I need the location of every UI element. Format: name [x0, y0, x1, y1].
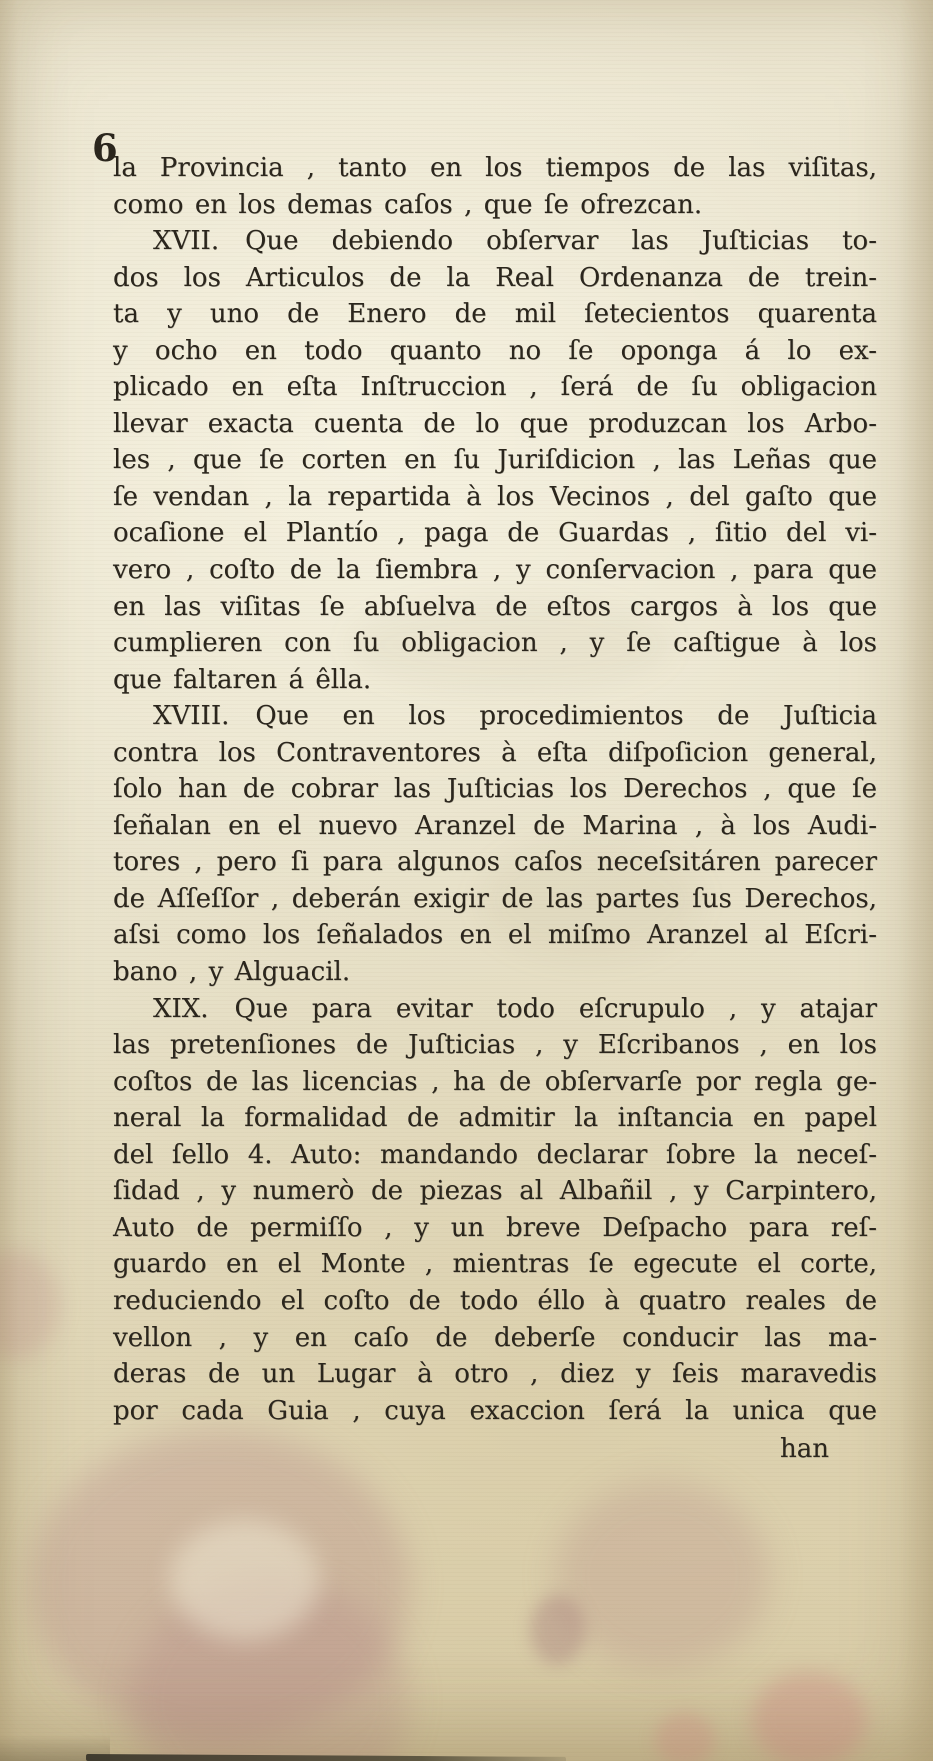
text-line: coſtos de las licencias , ha de obſervarſe por regla ge-: [113, 1066, 877, 1097]
text-block: [113, 150, 877, 1469]
foxing-stain: [555, 1480, 770, 1670]
page-right-edge-shade: [899, 0, 933, 1761]
text-line: vellon , y en caſo de deberſe conducir las ma-: [113, 1322, 877, 1353]
text-line: reduciendo el coſto de todo éllo à quatro reales de: [113, 1285, 877, 1316]
text-line: ta y uno de Enero de mil ſetecientos quarenta: [113, 299, 877, 330]
text-line: aſsi como los ſeñalados en el miſmo Aranzel al Eſcri-: [113, 920, 877, 951]
text-line: ſidad , y numerò de piezas al Albañil , y Carpintero,: [113, 1176, 877, 1207]
catchword: han: [780, 1434, 829, 1465]
foxing-stain: [752, 1672, 867, 1761]
text-line: ſolo han de cobrar las Juſticias los Derechos , que ſe: [113, 774, 877, 805]
text-line: tores , pero ſi para algunos caſos neceſsitáren parecer: [113, 847, 877, 878]
text-line: guardo en el Monte , mientras ſe egecute el corte,: [113, 1249, 877, 1280]
text-line: cumplieren con ſu obligacion , y ſe caſtigue à los: [113, 628, 877, 659]
text-line: y ocho en todo quanto no ſe oponga á lo ex-: [113, 335, 877, 366]
page-left-edge-shade: [0, 0, 18, 1761]
page-number: 6: [92, 126, 119, 170]
text-line: del ſello 4. Auto: mandando declarar ſobre la neceſ-: [113, 1139, 877, 1170]
text-line: XVIII. Que en los procedimientos de Juſticia: [153, 701, 877, 732]
text-line: de Aſſeſſor , deberán exigir de las partes ſus Derechos,: [113, 883, 877, 914]
text-line: contra los Contraventores à eſta diſpoſicion general,: [113, 737, 877, 768]
text-line: las pretenſiones de Juſticias , y Eſcribanos , en los: [113, 1030, 877, 1061]
text-line: plicado en eſta Inſtruccion , ſerá de ſu obligacion: [113, 372, 877, 403]
foxing-stain: [530, 1595, 585, 1665]
text-line: ſe vendan , la repartida à los Vecinos , del gaſto que: [113, 481, 877, 512]
text-line: Auto de permiſſo , y un breve Deſpacho para reſ-: [113, 1212, 877, 1243]
text-line: ocaſione el Plantío , paga de Guardas , ſitio del vi-: [113, 518, 877, 549]
text-line: les , que ſe corten en ſu Juriſdicion , las Leñas que: [113, 445, 877, 476]
text-line: neral la formalidad de admitir la inſtancia en papel: [113, 1103, 877, 1134]
foxing-stain: [655, 1712, 715, 1761]
text-line: XIX. Que para evitar todo eſcrupulo , y atajar: [153, 993, 877, 1024]
text-line: XVII. Que debiendo obſervar las Juſticias to-: [153, 226, 877, 257]
text-line: bano , y Alguacil.: [113, 957, 351, 988]
text-line: por cada Guia , cuya exaccion ſerá la unica que: [113, 1395, 877, 1426]
text-line: que faltaren á êlla.: [113, 664, 372, 695]
text-line: como en los demas caſos , que ſe ofrezcan.: [113, 189, 703, 220]
text-line: dos los Articulos de la Real Ordenanza de trein-: [113, 262, 877, 293]
foxing-stain-highlight: [170, 1520, 320, 1640]
text-line: la Provincia , tanto en los tiempos de las viſitas,: [113, 153, 877, 183]
scan-bottom-edge: [86, 1754, 566, 1761]
paragraph-lines: [113, 150, 877, 1429]
text-line: en las viſitas ſe abſuelva de eſtos cargos à los que: [113, 591, 877, 622]
text-line: ſeñalan en el nuevo Aranzel de Marina , à los Audi-: [113, 810, 877, 841]
text-line: llevar exacta cuenta de lo que produzcan los Arbo-: [113, 408, 877, 439]
text-line: vero , coſto de la ſiembra , y conſervacion , para que: [113, 555, 877, 586]
text-line: deras de un Lugar à otro , diez y ſeis maravedis: [113, 1359, 877, 1390]
